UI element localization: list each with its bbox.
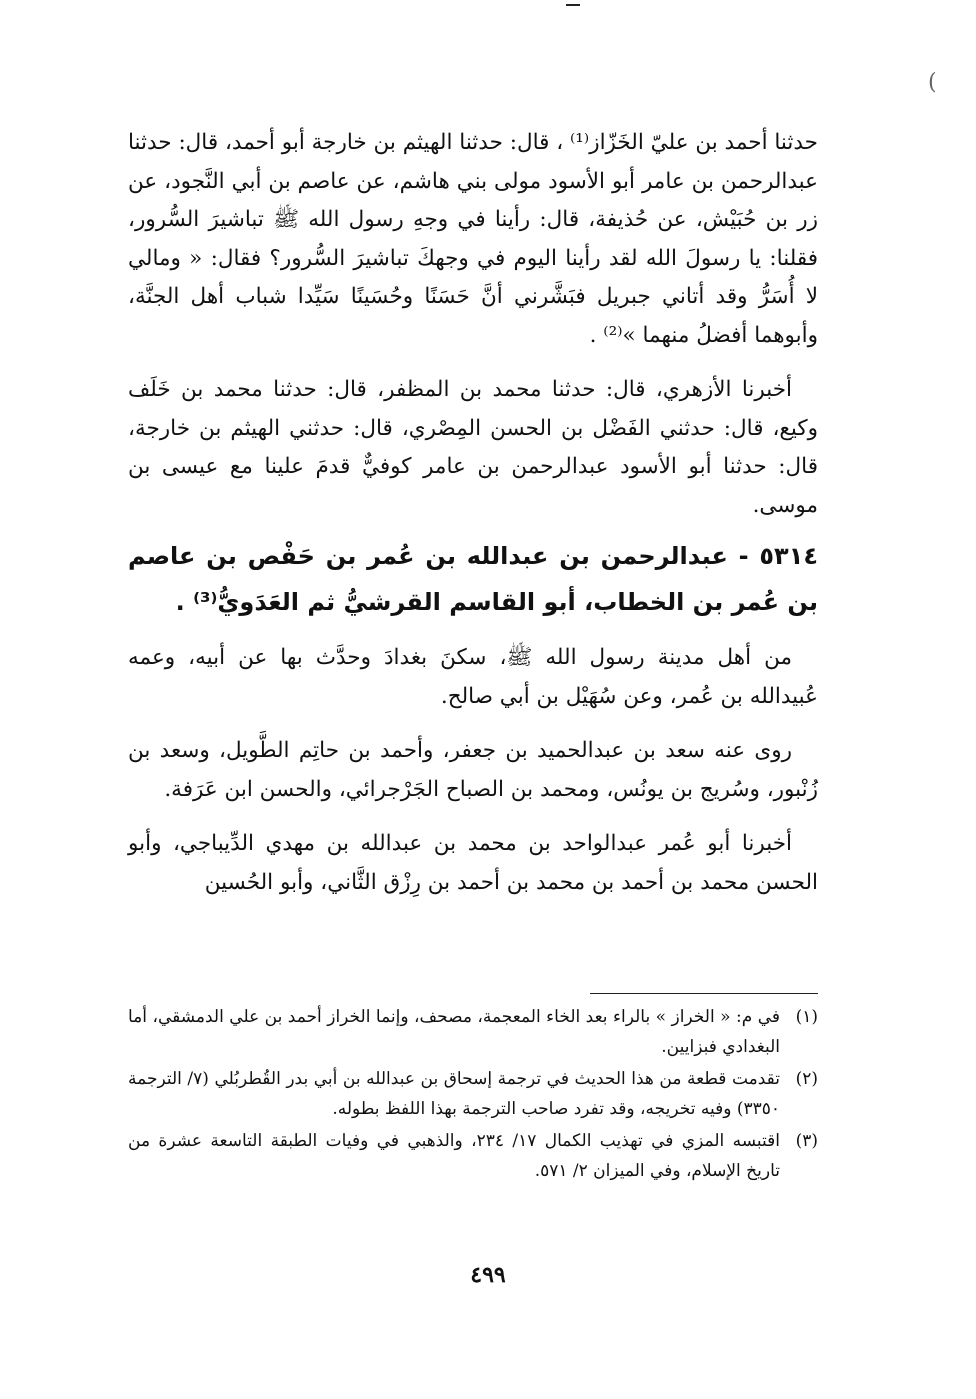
footnotes <box>128 1002 818 1188</box>
paragraph-origin: من أهل مدينة رسول الله ﷺ، سكنَ بغدادَ وحدَّث بها عن أبيه، وعمه عُبيدالله بن عُمر، وعن سُهَيْل بن أبي صالح. <box>128 645 818 709</box>
footnote-number: (١) <box>795 1007 818 1027</box>
footnote-number: (٣) <box>795 1131 818 1151</box>
paragraph-chain: أخبرنا أبو عُمر عبدالواحد بن محمد بن عبدالله بن مهدي الدِّيباجي، وأبو الحسن محمد بن أحمد بن محمد بن أحمد بن رِزْق الثَّاني، وأبو الحُسين <box>128 831 818 895</box>
footnote <box>128 1126 818 1186</box>
footnote <box>128 1002 818 1062</box>
top-edge-mark <box>566 4 580 6</box>
margin-mark: ( <box>928 70 937 95</box>
footnote-text: في م: « الخراز » بالراء بعد الخاء المعجمة، مصحف، وإنما الخراز أحمد بن علي الدمشقي، أما البغدادي فبزايين. <box>128 1007 780 1057</box>
footnote <box>128 1064 818 1124</box>
footnote-separator <box>590 993 818 994</box>
paragraph-narrators: روى عنه سعد بن عبدالحميد بن جعفر، وأحمد بن حاتِم الطَّويل، وسعد بن زُنْبور، وسُريج بن يونُس، ومحمد بن الصباح الجَرْجرائي، والحسن ابن عَرَفة. <box>128 738 818 802</box>
page-number: ٤٩٩ <box>470 1262 506 1288</box>
entry-heading: ٥٣١٤ - عبدالرحمن بن عبدالله بن عُمر بن حَفْص بن عاصم بن عُمر بن الخطاب، أبو القاسم القرشيُّ ثم العَدَويُّ⁽³⁾ . <box>128 542 818 616</box>
paragraph-hadith: حدثنا أحمد بن عليّ الخَزّاز⁽¹⁾ ، قال: حدثنا الهيثم بن خارجة أبو أحمد، قال: حدثنا عبدالرحمن بن عامر أبو الأسود مولى بني هاشم، عن عاصم بن أبي النَّجود، عن زر بن حُبَيْش، عن حُذيفة، قال: رأينا في وجهِ رسول الله ﷺ تباشيرَ السُّرور، فقلنا: يا رسولَ الله لقد رأينا اليوم في وجهكَ تباشيرَ السُّرور؟ فقال: « ومالي لا أُسَرُّ وقد أتاني جبريل فبَشَّرني أنَّ حَسَنًا وحُسَينًا سَيِّدا شباب أهل الجنَّة، وأبوهما أفضلُ منهما »⁽²⁾ . <box>128 130 818 348</box>
footnote-text: اقتبسه المزي في تهذيب الكمال ١٧/ ٢٣٤، والذهبي في وفيات الطبقة التاسعة عشرة من تاريخ الإسلام، وفي الميزان ٢/ ٥٧١. <box>128 1131 780 1181</box>
footnote-number: (٢) <box>795 1069 818 1089</box>
paragraph-isnad: أخبرنا الأزهري، قال: حدثنا محمد بن المظفر، قال: حدثنا محمد بن خَلَف وكيع، قال: حدثني الفَضْل بن الحسن المِصْري، قال: حدثني الهيثم بن خارجة، قال: حدثنا أبو الأسود عبدالرحمن بن عامر كوفيٌّ قدمَ علينا مع عيسى بن موسى. <box>128 377 818 518</box>
footnote-text: تقدمت قطعة من هذا الحديث في ترجمة إسحاق بن عبدالله بن أبي بدر القُطربُلي (٧/ الترجمة ٣٣٥٠) وفيه تخريجه، وقد تفرد صاحب الترجمة بهذا اللفظ بطوله. <box>128 1069 781 1119</box>
main-text <box>128 124 818 902</box>
